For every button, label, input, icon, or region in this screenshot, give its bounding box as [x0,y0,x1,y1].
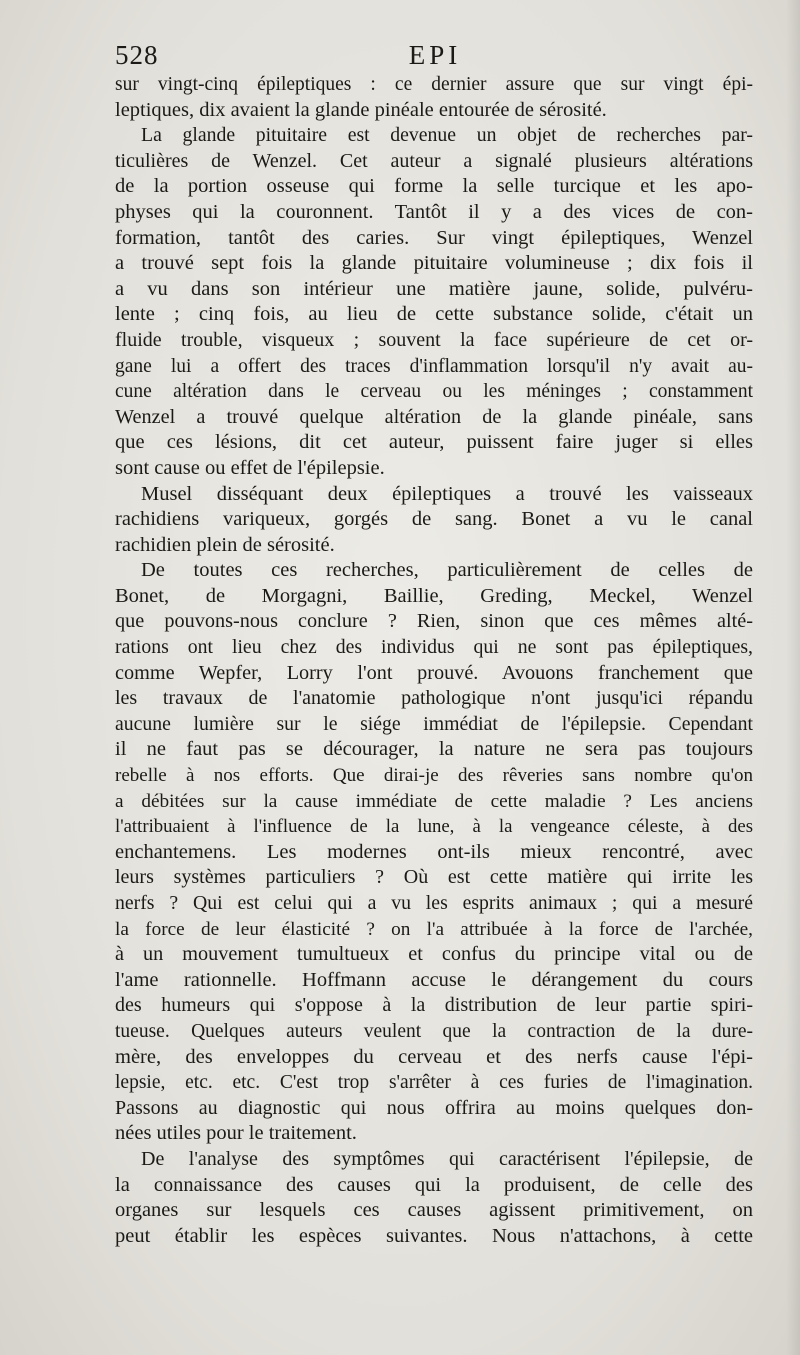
text-line: comme Wepfer, Lorry l'ont prouvé. Avouons franchement que [115,661,753,684]
text-line: la connaissance des causes qui la produisent, de celle des [115,1173,753,1196]
text-line: enchantemens. Les modernes ont-ils mieux rencontré, avec [115,840,753,863]
text-line: que pouvons-nous conclure ? Rien, sinon que ces mêmes alté- [115,610,753,633]
text-line: l'ame rationnelle. Hoffmann accuse le dérangement du cours [115,968,753,991]
text-line: aucune lumière sur le siége immédiat de l'épilepsie. Cependant [115,712,753,735]
text-line: de la portion osseuse qui forme la selle turcique et les apo- [115,175,753,198]
text-line: gane lui a offert des traces d'inflammation lorsqu'il n'y avait au- [115,355,753,377]
text-line: l'attribuaient à l'influence de la lune, à la vengeance céleste, à des [115,816,753,838]
text-line: nerfs ? Qui est celui qui a vu les esprits animaux ; qui a mesuré [115,892,753,914]
text-line: tueuse. Quelques auteurs veulent que la contraction de la dure- [115,1020,753,1042]
text-line: a trouvé sept fois la glande pituitaire volumineuse ; dix fois il [115,252,753,275]
text-line: à un mouvement tumultueux et confus du principe vital ou de [115,943,753,966]
text-line: les travaux de l'anatomie pathologique n'ont jusqu'ici répandu [115,687,753,710]
text-line: nées utiles pour le traitement. [115,1122,357,1145]
text-line: Musel disséquant deux épileptiques a trouvé les vaisseaux [141,482,753,505]
body-text [115,72,753,1249]
text-line: ticulières de Wenzel. Cet auteur a signalé plusieurs altérations [115,149,753,172]
page-header [115,40,755,72]
text-line: a vu dans son intérieur une matière jaune, solide, pulvéru- [115,277,753,300]
text-line: organes sur lesquels ces causes agissent primitivement, on [115,1199,753,1222]
text-line: leurs systèmes particuliers ? Où est cette matière qui irrite les [115,866,753,889]
text-line: lente ; cinq fois, au lieu de cette substance solide, c'était un [115,303,753,326]
text-line: sont cause ou effet de l'épilepsie. [115,456,385,479]
text-line: fluide trouble, visqueux ; souvent la face supérieure de cet or- [115,328,753,351]
text-line: physes qui la couronnent. Tantôt il y a des vices de con- [115,200,753,223]
text-line: De toutes ces recherches, particulièrement de celles de [141,559,753,582]
text-line: Passons au diagnostic qui nous offrira au moins quelques don- [115,1096,753,1119]
text-line: des humeurs qui s'oppose à la distribution de leur partie spiri- [115,994,753,1017]
text-line: La glande pituitaire est devenue un objet de recherches par- [141,124,753,147]
text-line: sur vingt-cinq épileptiques : ce dernier assure que sur vingt épi- [115,74,753,95]
text-line: il ne faut pas se décourager, la nature ne sera pas toujours [115,738,753,761]
page-number: 528 [115,40,159,70]
text-line: a débitées sur la cause immédiate de cette maladie ? Les anciens [115,790,753,812]
text-line: cune altération dans le cerveau ou les méninges ; constamment [115,381,753,403]
text-line: peut établir les espèces suivantes. Nous n'attachons, à cette [115,1224,753,1247]
text-line: formation, tantôt des caries. Sur vingt épileptiques, Wenzel [115,226,753,249]
running-head: EPI [408,40,462,70]
page-gutter-shadow [786,0,800,1355]
text-line: rations ont lieu chez des individus qui ne sont pas épileptiques, [115,636,753,659]
text-line: leptiques, dix avaient la glande pinéale entourée de sérosité. [115,98,607,121]
text-line: la force de leur élasticité ? on l'a attribuée à la force de l'archée, [115,918,753,940]
text-line: lepsie, etc. etc. C'est trop s'arrêter à ces furies de l'imagination. [115,1072,753,1094]
text-line: rebelle à nos efforts. Que dirai-je des rêveries sans nombre qu'on [115,765,753,787]
text-line: Bonet, de Morgagni, Baillie, Greding, Meckel, Wenzel [115,584,753,607]
text-line: rachidien plein de sérosité. [115,533,335,556]
text-line: rachidiens variqueux, gorgés de sang. Bonet a vu le canal [115,508,753,531]
text-line: De l'analyse des symptômes qui caractérisent l'épilepsie, de [141,1147,753,1170]
text-line: mère, des enveloppes du cerveau et des nerfs cause l'épi- [115,1045,753,1068]
text-line: que ces lésions, dit cet auteur, puissent faire juger si elles [115,431,753,454]
text-line: Wenzel a trouvé quelque altération de la glande pinéale, sans [115,405,753,428]
